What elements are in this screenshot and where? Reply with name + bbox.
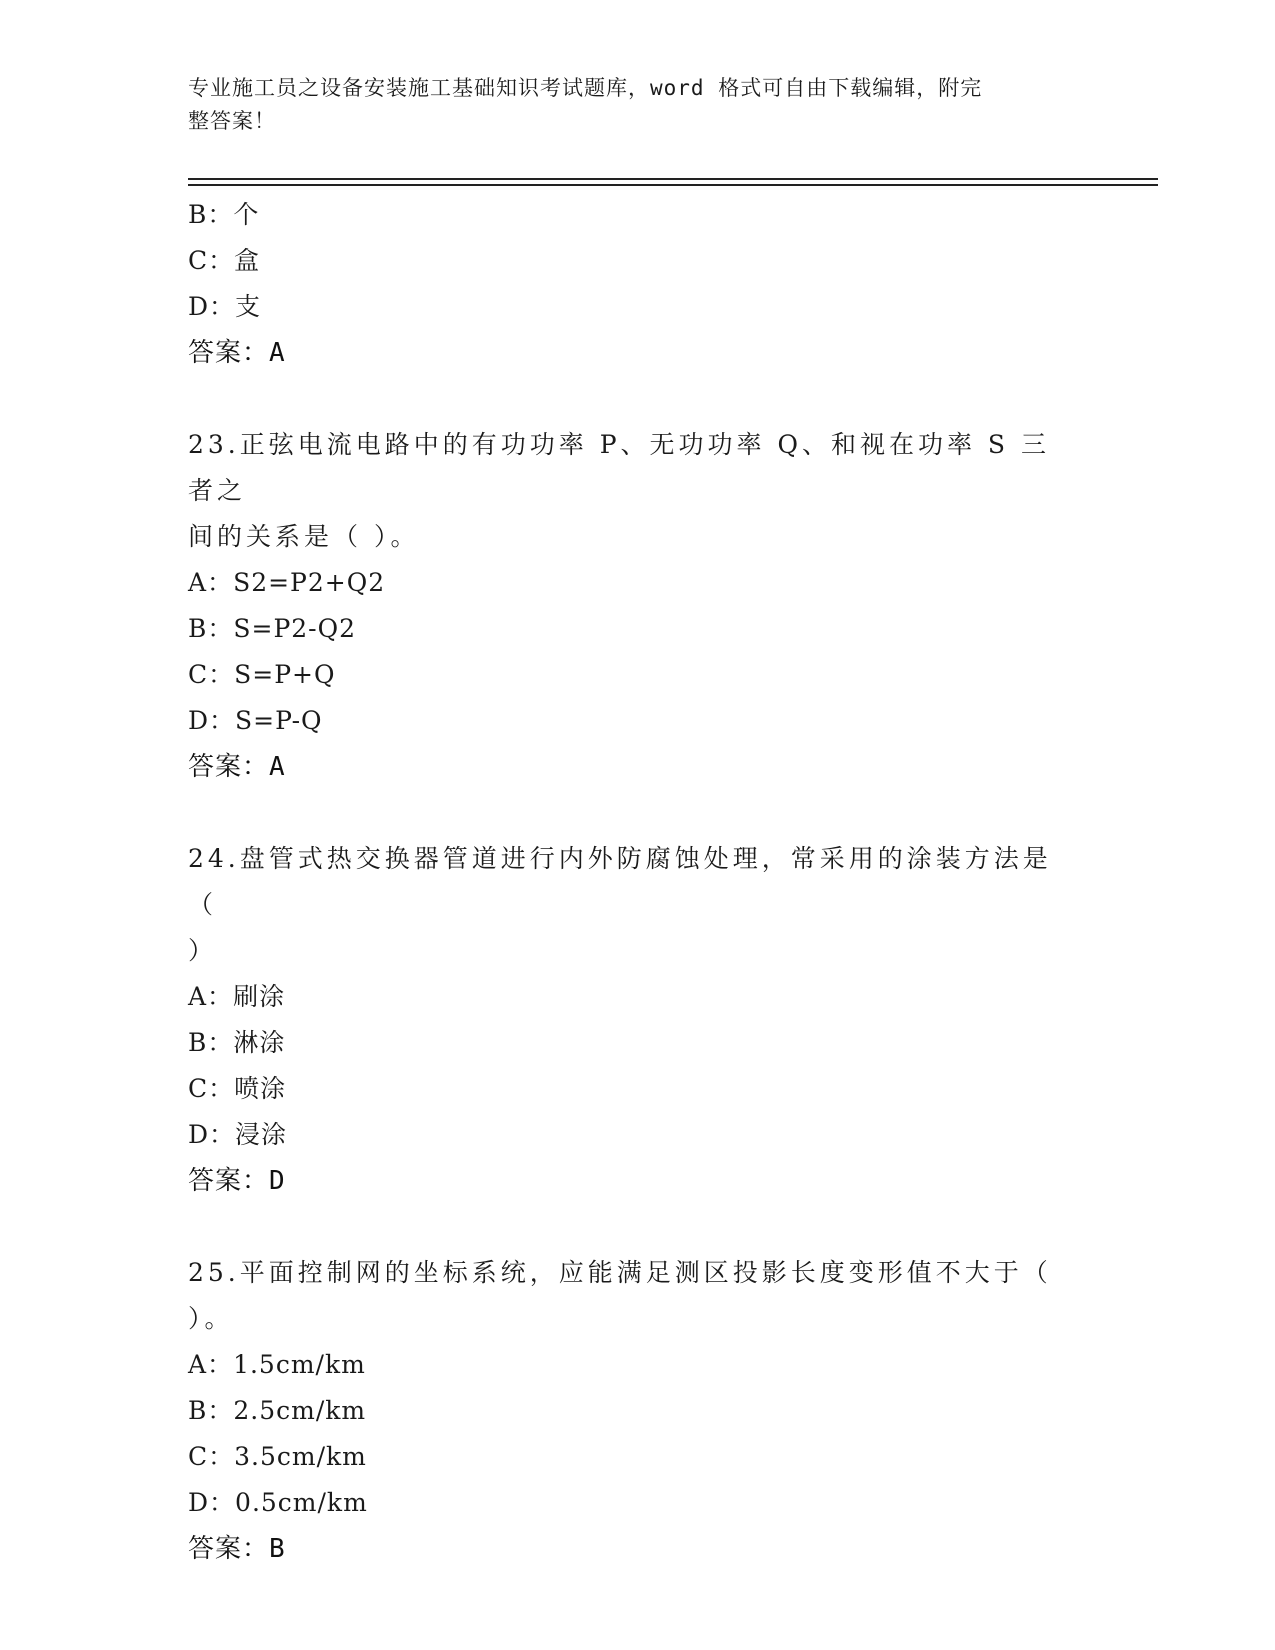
question-23 xyxy=(188,422,1068,790)
option-d: D：支 xyxy=(188,292,262,321)
question-title-line-1: 24.盘管式热交换器管道进行内外防腐蚀处理，常采用的涂装方法是（ xyxy=(188,844,1052,919)
option-a: A：S2=P2+Q2 xyxy=(188,568,386,597)
header-line-1: 专业施工员之设备安装施工基础知识考试题库，word 格式可自由下载编辑，附完 xyxy=(188,76,983,100)
document-header xyxy=(188,72,1068,138)
prev-question-block xyxy=(188,192,1068,376)
option-c: C：盒 xyxy=(188,246,261,275)
document-body xyxy=(188,192,1068,1572)
question-title-line-2: ） xyxy=(188,936,218,965)
option-b: B：淋涂 xyxy=(188,1028,286,1057)
option-b: B：S=P2-Q2 xyxy=(188,614,357,643)
option-c: C：喷涂 xyxy=(188,1074,287,1103)
option-b: B：2.5cm/km xyxy=(188,1396,367,1425)
option-a: A：1.5cm/km xyxy=(188,1350,366,1379)
answer-line: 答案：A xyxy=(188,752,286,782)
header-divider-top xyxy=(188,178,1158,180)
header-line-2: 整答案！ xyxy=(188,109,276,133)
option-c: C：3.5cm/km xyxy=(188,1442,367,1471)
question-24 xyxy=(188,836,1068,1204)
option-b: B：个 xyxy=(188,200,260,229)
header-divider-bottom xyxy=(188,184,1158,186)
option-d: D：S=P-Q xyxy=(188,706,323,735)
question-25 xyxy=(188,1250,1068,1572)
option-d: D：浸涂 xyxy=(188,1120,288,1149)
option-a: A：刷涂 xyxy=(188,982,286,1011)
question-title-line-2: ）。 xyxy=(188,1304,234,1333)
question-title-line-2: 间的关系是（ ）。 xyxy=(188,522,420,551)
question-title-line-1: 25.平面控制网的坐标系统，应能满足测区投影长度变形值不大于（ xyxy=(188,1258,1052,1287)
option-d: D：0.5cm/km xyxy=(188,1488,368,1517)
answer-line: 答案：A xyxy=(188,338,286,368)
question-title-line-1: 23.正弦电流电路中的有功功率 P、无功功率 Q、和视在功率 S 三者之 xyxy=(188,430,1050,505)
answer-line: 答案：D xyxy=(188,1166,286,1196)
option-c: C：S=P+Q xyxy=(188,660,336,689)
answer-line: 答案：B xyxy=(188,1534,286,1564)
